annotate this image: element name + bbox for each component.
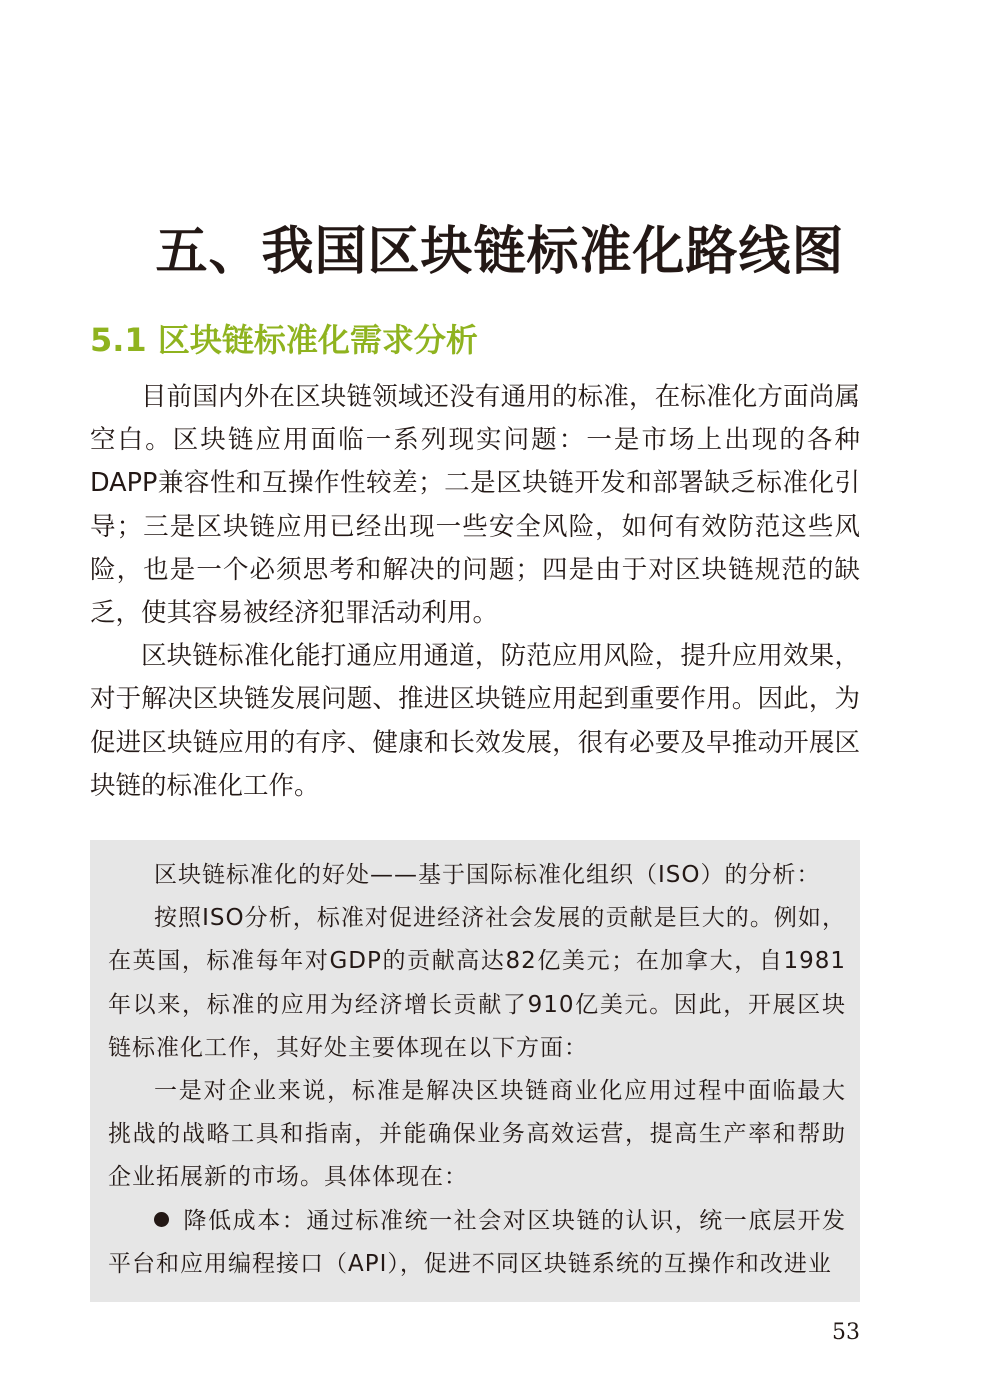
- page-number: 53: [832, 1320, 860, 1345]
- bullet-dot-icon: [154, 1212, 169, 1227]
- info-box-paragraph: 一是对企业来说，标准是解决区块链商业化应用过程中面临最大挑战的战略工具和指南，并能确保业务高效运营，提高生产率和帮助企业拓展新的市场。具体体现在：: [108, 1078, 846, 1191]
- info-box-paragraph: 按照ISO分析，标准对促进经济社会发展的贡献是巨大的。例如，在英国，标准每年对GDP的贡献高达82亿美元；在加拿大，自1981年以来，标准的应用为经济增长贡献了910亿美元。因此，开展区块链标准化工作，其好处主要体现在以下方面：: [108, 905, 846, 1061]
- body-paragraph: 目前国内外在区块链领域还没有通用的标准，在标准化方面尚属空白。区块链应用面临一系列现实问题：一是市场上出现的各种DAPP兼容性和互操作性较差；二是区块链开发和部署缺乏标准化引导；三是区块链应用已经出现一些安全风险，如何有效防范这些风险，也是一个必须思考和解决的问题；四是由于对区块链规范的缺乏，使其容易被经济犯罪活动利用。: [90, 382, 860, 629]
- body-text: [90, 376, 860, 808]
- info-box-content: [108, 854, 846, 1286]
- chapter-title: 五、我国区块链标准化路线图: [155, 221, 845, 282]
- info-box-title: 区块链标准化的好处——基于国际标准化组织（ISO）的分析：: [154, 862, 821, 888]
- section-heading: 5.1 区块链标准化需求分析: [90, 321, 478, 359]
- body-paragraph: 区块链标准化能打通应用通道，防范应用风险，提升应用效果，对于解决区块链发展问题、推进区块链应用起到重要作用。因此，为促进区块链应用的有序、健康和长效发展，很有必要及早推动开展区块链的标准化工作。: [90, 641, 860, 801]
- info-box-bullet-text: 降低成本：通过标准统一社会对区块链的认识，统一底层开发平台和应用编程接口（API），促进不同区块链系统的互操作和改进业: [108, 1207, 846, 1277]
- info-box: [90, 840, 860, 1302]
- info-box-bullet-item: [108, 1200, 846, 1286]
